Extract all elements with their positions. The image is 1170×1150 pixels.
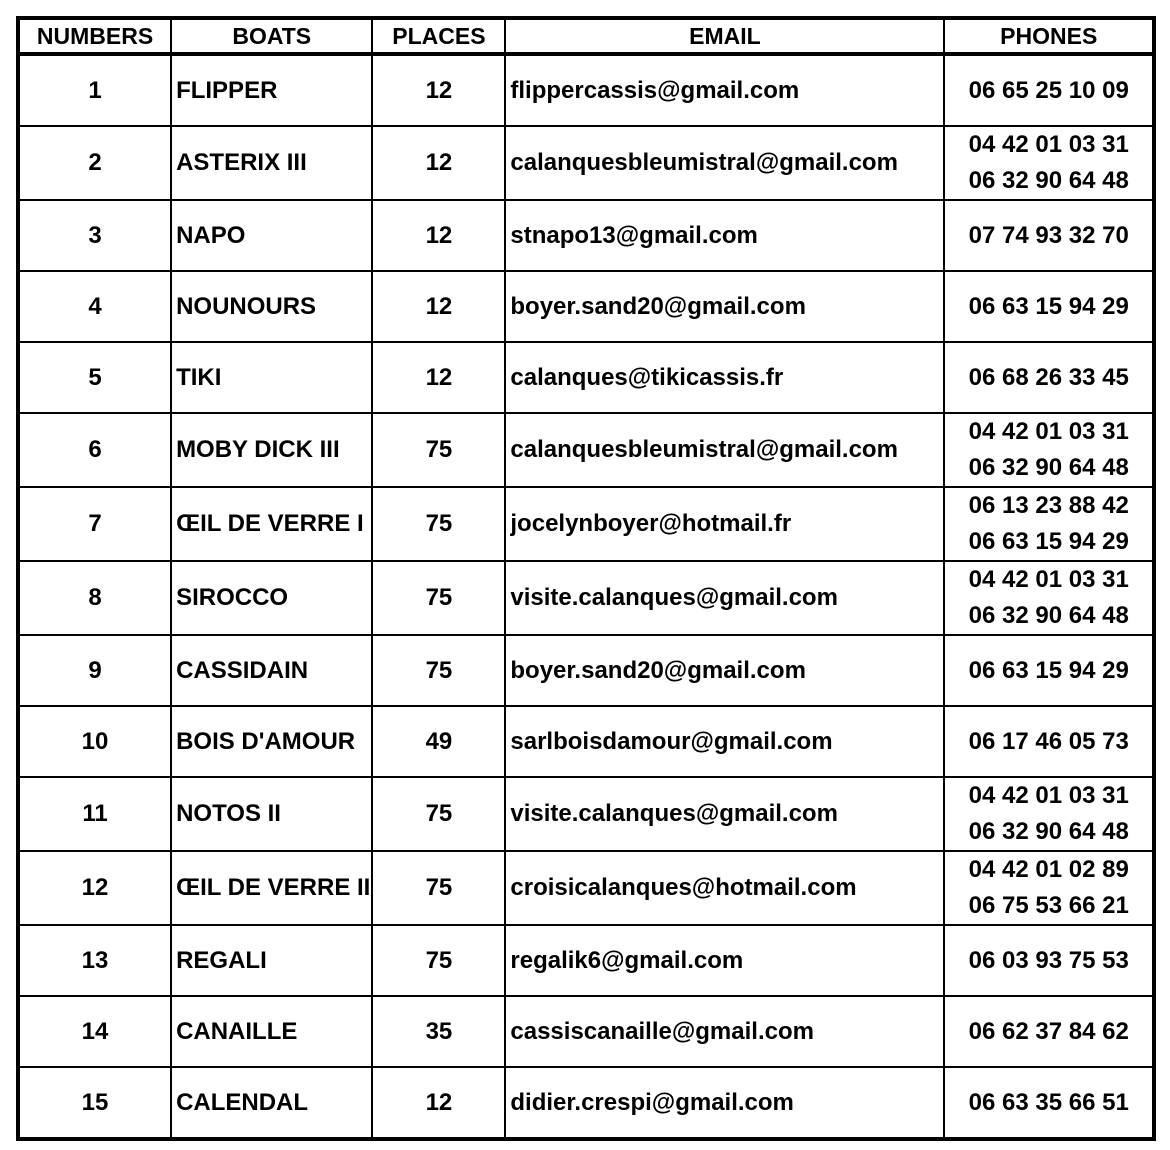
boat-name: NAPO [171,200,372,271]
boat-name: CANAILLE [171,996,372,1067]
boat-number: 3 [18,200,171,271]
phone-number: 06 17 46 05 73 [968,727,1129,755]
boat-phones [944,925,1154,996]
boat-number: 6 [18,413,171,487]
boat-phones [944,487,1154,561]
boat-name: BOIS D'AMOUR [171,706,372,777]
table-row [18,996,1154,1067]
phone-number: 06 75 53 66 21 [968,892,1129,919]
boat-places: 75 [372,777,505,851]
phone-number: 06 68 26 33 45 [968,363,1129,391]
boat-email: jocelynboyer@hotmail.fr [505,487,944,561]
phone-number: 06 32 90 64 48 [968,454,1129,481]
boat-email: stnapo13@gmail.com [505,200,944,271]
table-body [18,54,1154,1139]
phone-number: 06 63 15 94 29 [968,656,1129,684]
boat-name: FLIPPER [171,54,372,126]
boat-phones [944,706,1154,777]
boat-number: 10 [18,706,171,777]
table-row [18,561,1154,635]
boat-phones [944,54,1154,126]
header-email: EMAIL [505,18,944,54]
phone-number: 06 32 90 64 48 [968,818,1129,845]
boat-phones [944,200,1154,271]
boat-name: CALENDAL [171,1067,372,1139]
table-row [18,413,1154,487]
boat-name: ASTERIX III [171,126,372,200]
boat-email: sarlboisdamour@gmail.com [505,706,944,777]
table-row [18,851,1154,925]
phone-number: 04 42 01 03 31 [968,418,1129,445]
boat-email: calanquesbleumistral@gmail.com [505,413,944,487]
boat-phones [944,271,1154,342]
phone-number: 06 63 15 94 29 [968,292,1129,320]
boat-number: 5 [18,342,171,413]
boat-places: 75 [372,561,505,635]
table-row [18,925,1154,996]
phone-number: 06 32 90 64 48 [968,602,1129,629]
boat-email: visite.calanques@gmail.com [505,777,944,851]
boat-number: 4 [18,271,171,342]
boat-places: 12 [372,1067,505,1139]
boat-number: 13 [18,925,171,996]
table-row [18,126,1154,200]
boat-name: CASSIDAIN [171,635,372,706]
phone-number: 06 62 37 84 62 [968,1017,1129,1045]
boat-name: NOTOS II [171,777,372,851]
phone-number: 04 42 01 03 31 [968,782,1129,809]
table-row [18,54,1154,126]
header-row [18,18,1154,54]
boat-name: ŒIL DE VERRE I [171,487,372,561]
boat-number: 7 [18,487,171,561]
boat-places: 12 [372,200,505,271]
phone-number: 06 13 23 88 42 [968,492,1129,519]
boat-number: 2 [18,126,171,200]
boat-places: 75 [372,487,505,561]
boat-name: MOBY DICK III [171,413,372,487]
boat-number: 12 [18,851,171,925]
header-boats: BOATS [171,18,372,54]
boat-phones [944,342,1154,413]
boat-email: croisicalanques@hotmail.com [505,851,944,925]
boat-email: boyer.sand20@gmail.com [505,271,944,342]
boat-email: cassiscanaille@gmail.com [505,996,944,1067]
boat-places: 12 [372,271,505,342]
table-header [18,18,1154,54]
boat-places: 75 [372,635,505,706]
boat-number: 9 [18,635,171,706]
boat-places: 75 [372,925,505,996]
boat-number: 15 [18,1067,171,1139]
boat-email: didier.crespi@gmail.com [505,1067,944,1139]
header-places: PLACES [372,18,505,54]
table-row [18,271,1154,342]
table-row [18,1067,1154,1139]
boat-places: 35 [372,996,505,1067]
header-phones: PHONES [944,18,1154,54]
boat-number: 1 [18,54,171,126]
boat-number: 14 [18,996,171,1067]
table-row [18,487,1154,561]
boat-places: 75 [372,851,505,925]
boat-email: flippercassis@gmail.com [505,54,944,126]
phone-number: 06 03 93 75 53 [968,946,1129,974]
phone-number: 04 42 01 02 89 [968,856,1129,883]
boat-phones [944,635,1154,706]
boat-places: 12 [372,54,505,126]
boat-phones [944,777,1154,851]
boat-email: calanquesbleumistral@gmail.com [505,126,944,200]
boats-table [16,16,1156,1141]
boat-phones [944,1067,1154,1139]
boat-name: REGALI [171,925,372,996]
boat-name: ŒIL DE VERRE II [171,851,372,925]
boat-name: TIKI [171,342,372,413]
phone-number: 06 65 25 10 09 [968,76,1129,104]
table-row [18,342,1154,413]
boat-phones [944,126,1154,200]
phone-number: 06 63 15 94 29 [968,528,1129,555]
boat-number: 8 [18,561,171,635]
header-numbers: NUMBERS [18,18,171,54]
phone-number: 06 63 35 66 51 [968,1088,1129,1116]
table-row [18,200,1154,271]
boat-email: boyer.sand20@gmail.com [505,635,944,706]
boat-number: 11 [18,777,171,851]
table-row [18,635,1154,706]
boat-phones [944,561,1154,635]
boat-phones [944,851,1154,925]
phone-number: 07 74 93 32 70 [968,221,1129,249]
phone-number: 06 32 90 64 48 [968,167,1129,194]
boat-places: 12 [372,342,505,413]
table-row [18,777,1154,851]
boat-places: 49 [372,706,505,777]
phone-number: 04 42 01 03 31 [968,131,1129,158]
boat-email: regalik6@gmail.com [505,925,944,996]
boat-name: SIROCCO [171,561,372,635]
boat-phones [944,996,1154,1067]
boat-email: visite.calanques@gmail.com [505,561,944,635]
boat-places: 12 [372,126,505,200]
table-row [18,706,1154,777]
phone-number: 04 42 01 03 31 [968,566,1129,593]
boat-places: 75 [372,413,505,487]
boat-phones [944,413,1154,487]
boat-email: calanques@tikicassis.fr [505,342,944,413]
boat-name: NOUNOURS [171,271,372,342]
